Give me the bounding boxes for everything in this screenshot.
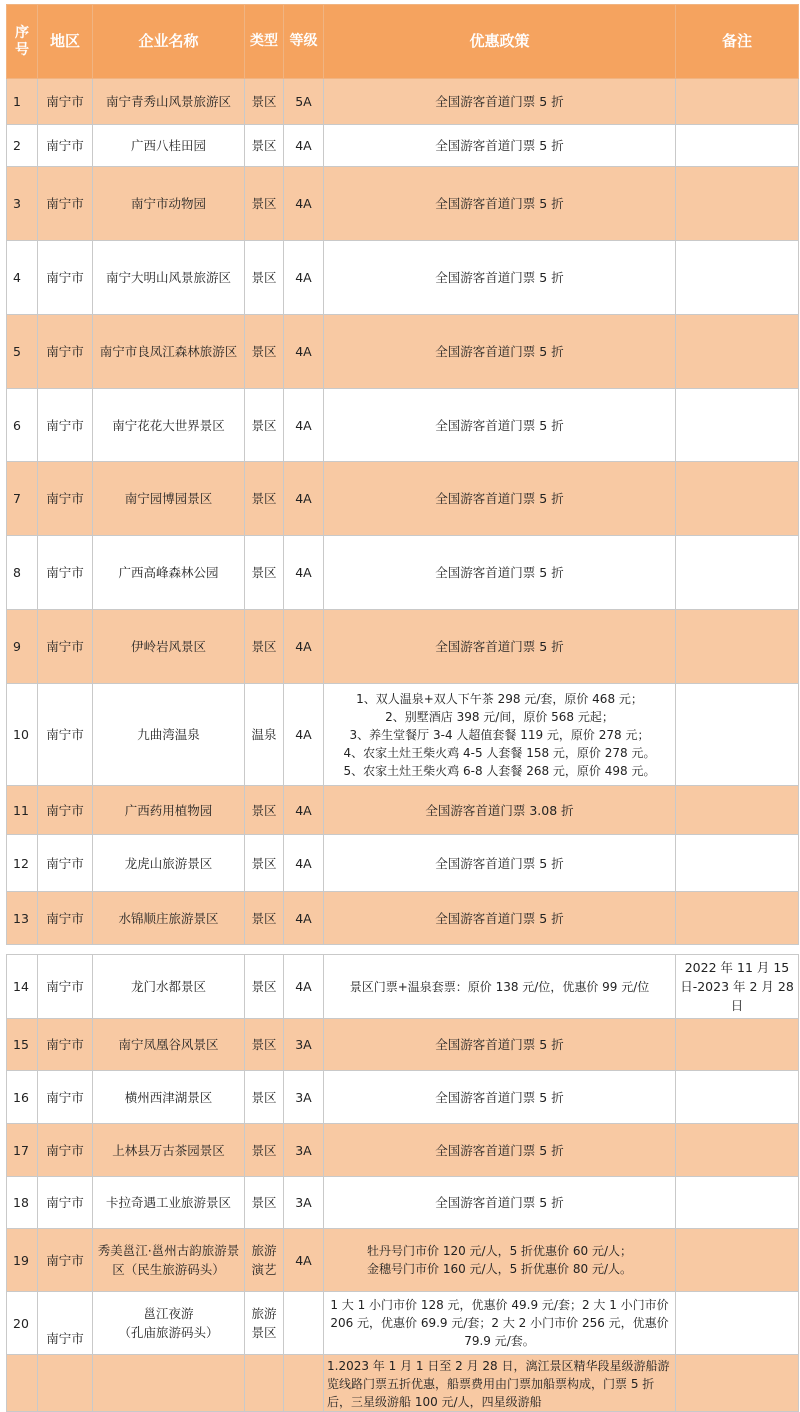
cell-grade: 4A (284, 167, 324, 241)
cell-region: 南宁市 (38, 1292, 93, 1355)
cell-type: 景区 (245, 315, 284, 389)
cell-grade: 4A (284, 389, 324, 462)
cell-no: 16 (7, 1071, 38, 1124)
cell-name: 横州西津湖景区 (93, 1071, 245, 1124)
cell-remark (676, 315, 799, 389)
cell-region: 南宁市 (38, 892, 93, 945)
cell-no: 9 (7, 610, 38, 684)
cell-policy: 全国游客首道门票 5 折 (324, 389, 676, 462)
cell-region: 南宁市 (38, 315, 93, 389)
cell-no: 17 (7, 1124, 38, 1177)
header-remark: 备注 (676, 5, 799, 79)
cell-grade: 4A (284, 892, 324, 945)
table-row (7, 1355, 799, 1412)
cell-grade: 4A (284, 315, 324, 389)
name-line: （孔庙旅游码头） (118, 1325, 219, 1340)
cell-type: 景区 (245, 79, 284, 125)
cell-type: 景区 (245, 1071, 284, 1124)
cell-no: 12 (7, 835, 38, 892)
cell-grade (284, 1292, 324, 1355)
cell-no: 3 (7, 167, 38, 241)
table-row (7, 1124, 799, 1177)
cell-type: 景区 (245, 786, 284, 835)
cell-grade: 4A (284, 125, 324, 167)
cell-type: 景区 (245, 462, 284, 536)
header-name: 企业名称 (93, 5, 245, 79)
policy-line: 2、别墅酒店 398 元/间，原价 568 元起； (385, 709, 614, 724)
table-row (7, 892, 799, 945)
cell-remark (676, 1229, 799, 1292)
policy-line: 牡丹号门市价 120 元/人，5 折优惠价 60 元/人； (367, 1244, 632, 1258)
cell-policy: 全国游客首道门票 5 折 (324, 536, 676, 610)
policy-line: 5、农家土灶王柴火鸡 6-8 人套餐 268 元，原价 498 元。 (343, 763, 656, 778)
cell-region: 南宁市 (38, 835, 93, 892)
table-row (7, 955, 799, 1019)
cell-policy: 全国游客首道门票 5 折 (324, 79, 676, 125)
cell-policy: 景区门票+温泉套票：原价 138 元/位，优惠价 99 元/位 (324, 955, 676, 1019)
cell-policy: 全国游客首道门票 5 折 (324, 1124, 676, 1177)
cell-grade: 4A (284, 835, 324, 892)
cell-policy: 全国游客首道门票 5 折 (324, 1019, 676, 1071)
cell-grade: 5A (284, 79, 324, 125)
cell-grade: 4A (284, 684, 324, 786)
cell-name: 龙门水都景区 (93, 955, 245, 1019)
table-row (7, 1019, 799, 1071)
cell-type: 景区 (245, 835, 284, 892)
cell-remark (676, 462, 799, 536)
header-policy: 优惠政策 (324, 5, 676, 79)
table-row (7, 835, 799, 892)
cell-policy: 1 大 1 小门市价 128 元，优惠价 49.9 元/套；2 大 1 小门市价 206 元，优惠价 69.9 元/套；2 大 2 小门市价 256 元，优惠价 79.9 元/套。 (324, 1292, 676, 1355)
cell-policy: 全国游客首道门票 5 折 (324, 1177, 676, 1229)
cell-region: 南宁市 (38, 684, 93, 786)
table-row (7, 1292, 799, 1355)
cell-policy: 全国游客首道门票 5 折 (324, 892, 676, 945)
cell-name: 龙虎山旅游景区 (93, 835, 245, 892)
cell-name: 南宁园博园景区 (93, 462, 245, 536)
cell-grade: 4A (284, 536, 324, 610)
policy-line: 4、农家土灶王柴火鸡 4-5 人套餐 158 元，原价 278 元。 (343, 745, 656, 760)
cell-region: 南宁市 (38, 536, 93, 610)
cell-region: 南宁市 (38, 167, 93, 241)
cell-no: 14 (7, 955, 38, 1019)
cell-remark (676, 892, 799, 945)
table-row (7, 610, 799, 684)
cell-remark (676, 241, 799, 315)
cell-name: 水锦顺庄旅游景区 (93, 892, 245, 945)
policy-line: 金穗号门市价 160 元/人，5 折优惠价 80 元/人。 (367, 1262, 632, 1276)
cell-name: 广西药用植物园 (93, 786, 245, 835)
cell-type (245, 1355, 284, 1412)
cell-grade: 4A (284, 1229, 324, 1292)
cell-name: 上林县万古茶园景区 (93, 1124, 245, 1177)
cell-remark (676, 1124, 799, 1177)
cell-region: 南宁市 (38, 125, 93, 167)
cell-remark (676, 536, 799, 610)
cell-policy (324, 1229, 676, 1292)
cell-name: 南宁凤凰谷风景区 (93, 1019, 245, 1071)
cell-remark (676, 1177, 799, 1229)
header-grade: 等级 (284, 5, 324, 79)
cell-name (93, 1355, 245, 1412)
cell-remark (676, 389, 799, 462)
cell-name: 广西高峰森林公园 (93, 536, 245, 610)
cell-region: 南宁市 (38, 462, 93, 536)
discount-table-top (6, 4, 799, 945)
cell-remark: 2022 年 11 月 15 日-2023 年 2 月 28 日 (676, 955, 799, 1019)
cell-no: 5 (7, 315, 38, 389)
cell-grade: 3A (284, 1071, 324, 1124)
cell-policy (324, 684, 676, 786)
cell-name: 广西八桂田园 (93, 125, 245, 167)
cell-remark (676, 786, 799, 835)
cell-grade: 4A (284, 610, 324, 684)
cell-policy: 全国游客首道门票 5 折 (324, 835, 676, 892)
cell-policy: 全国游客首道门票 5 折 (324, 462, 676, 536)
cell-type: 景区 (245, 125, 284, 167)
cell-type: 景区 (245, 955, 284, 1019)
cell-name: 南宁市良凤江森林旅游区 (93, 315, 245, 389)
cell-policy: 全国游客首道门票 5 折 (324, 241, 676, 315)
cell-region: 南宁市 (38, 610, 93, 684)
cell-name (93, 1292, 245, 1355)
cell-no: 4 (7, 241, 38, 315)
cell-no: 10 (7, 684, 38, 786)
cell-policy: 全国游客首道门票 5 折 (324, 167, 676, 241)
table-row (7, 684, 799, 786)
cell-name: 秀美邕江·邕州古韵旅游景区（民生旅游码头） (93, 1229, 245, 1292)
cell-policy: 全国游客首道门票 3.08 折 (324, 786, 676, 835)
policy-line: 3、养生堂餐厅 3-4 人超值套餐 119 元，原价 278 元； (349, 727, 650, 742)
policy-line: 1、双人温泉+双人下午茶 298 元/套，原价 468 元； (356, 691, 643, 706)
table-row (7, 536, 799, 610)
cell-type: 景区 (245, 1124, 284, 1177)
cell-type: 温泉 (245, 684, 284, 786)
cell-grade: 4A (284, 462, 324, 536)
header-row (7, 5, 799, 79)
cell-grade: 4A (284, 955, 324, 1019)
cell-no: 11 (7, 786, 38, 835)
header-type: 类型 (245, 5, 284, 79)
cell-policy: 全国游客首道门票 5 折 (324, 125, 676, 167)
cell-policy: 1.2023 年 1 月 1 日至 2 月 28 日，漓江景区精华段星级游船游览线路门票五折优惠，船票费用由门票加船票构成，门票 5 折后，三星级游船 100 元/人，四星级游船 (324, 1355, 676, 1412)
cell-no: 13 (7, 892, 38, 945)
cell-no: 2 (7, 125, 38, 167)
cell-region: 南宁市 (38, 241, 93, 315)
table-row (7, 241, 799, 315)
cell-grade: 4A (284, 241, 324, 315)
table-row (7, 125, 799, 167)
cell-name: 卡拉奇遇工业旅游景区 (93, 1177, 245, 1229)
cell-grade: 4A (284, 786, 324, 835)
cell-no: 1 (7, 79, 38, 125)
cell-name: 九曲湾温泉 (93, 684, 245, 786)
cell-region: 南宁市 (38, 79, 93, 125)
cell-remark (676, 1019, 799, 1071)
cell-type: 景区 (245, 1177, 284, 1229)
cell-name: 南宁花花大世界景区 (93, 389, 245, 462)
cell-policy: 全国游客首道门票 5 折 (324, 1071, 676, 1124)
cell-no: 8 (7, 536, 38, 610)
cell-region: 南宁市 (38, 1071, 93, 1124)
cell-grade: 3A (284, 1177, 324, 1229)
cell-no: 18 (7, 1177, 38, 1229)
cell-remark (676, 1292, 799, 1355)
cell-type: 景区 (245, 892, 284, 945)
cell-name: 南宁市动物园 (93, 167, 245, 241)
cell-grade: 3A (284, 1124, 324, 1177)
cell-remark (676, 1071, 799, 1124)
cell-name: 伊岭岩风景区 (93, 610, 245, 684)
cell-remark (676, 835, 799, 892)
cell-remark (676, 125, 799, 167)
table-row (7, 79, 799, 125)
cell-type: 景区 (245, 167, 284, 241)
cell-grade (284, 1355, 324, 1412)
cell-region (38, 1355, 93, 1412)
cell-no: 15 (7, 1019, 38, 1071)
cell-policy: 全国游客首道门票 5 折 (324, 315, 676, 389)
table-row (7, 462, 799, 536)
cell-name: 南宁大明山风景旅游区 (93, 241, 245, 315)
cell-region: 南宁市 (38, 1177, 93, 1229)
header-region: 地区 (38, 5, 93, 79)
cell-type: 景区 (245, 389, 284, 462)
table-row (7, 786, 799, 835)
header-no: 序号 (7, 5, 38, 79)
cell-remark (676, 610, 799, 684)
table-row (7, 1071, 799, 1124)
table-row (7, 1229, 799, 1292)
cell-no: 6 (7, 389, 38, 462)
table-row (7, 389, 799, 462)
cell-type: 景区 (245, 610, 284, 684)
cell-remark (676, 79, 799, 125)
cell-region: 南宁市 (38, 1019, 93, 1071)
cell-no: 20 (7, 1292, 38, 1355)
table-row (7, 167, 799, 241)
cell-no (7, 1355, 38, 1412)
cell-no: 7 (7, 462, 38, 536)
cell-type: 旅游景区 (245, 1292, 284, 1355)
cell-region: 南宁市 (38, 786, 93, 835)
cell-name: 南宁青秀山风景旅游区 (93, 79, 245, 125)
cell-region: 南宁市 (38, 1229, 93, 1292)
table-row (7, 1177, 799, 1229)
name-line: 邕江夜游 (143, 1306, 194, 1321)
cell-no: 19 (7, 1229, 38, 1292)
discount-table-bottom (6, 954, 799, 1412)
cell-region: 南宁市 (38, 1124, 93, 1177)
cell-type: 景区 (245, 241, 284, 315)
cell-type: 景区 (245, 536, 284, 610)
cell-grade: 3A (284, 1019, 324, 1071)
cell-policy: 全国游客首道门票 5 折 (324, 610, 676, 684)
cell-region: 南宁市 (38, 955, 93, 1019)
cell-region: 南宁市 (38, 389, 93, 462)
cell-remark (676, 1355, 799, 1412)
cell-type: 旅游演艺 (245, 1229, 284, 1292)
table-row (7, 315, 799, 389)
cell-type: 景区 (245, 1019, 284, 1071)
cell-remark (676, 167, 799, 241)
cell-remark (676, 684, 799, 786)
